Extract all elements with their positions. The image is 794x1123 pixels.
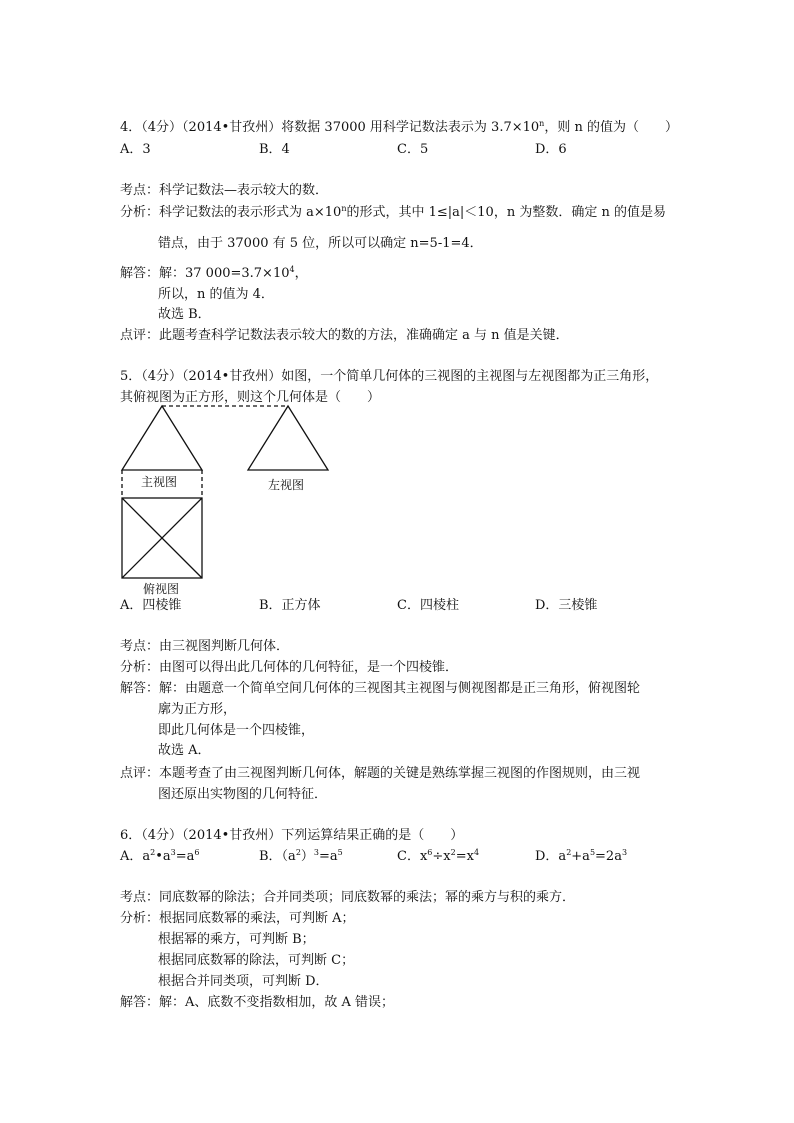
top-view-label: 俯视图 (143, 582, 180, 596)
q6-fenxi-line2: 根据幂的乘方，可判断 B； (158, 932, 315, 947)
q6-kaodian: 考点：同底数幂的除法；合并同类项；同底数幂的乘法；幂的乘方与积的乘方． (120, 890, 576, 905)
q4-fenxi-line1: 分析：科学记数法的表示形式为 $a\times 10^n$的形式，其中 1≤|a|＜10，n 为整数．确定 n 的值是易 (120, 204, 666, 220)
q5-option-b[interactable]: B．正方体 (259, 598, 321, 613)
q5-dianping-line2: 图还原出实物图的几何特征． (158, 787, 328, 802)
q5-kaodian: 考点：由三视图判断几何体． (120, 639, 290, 654)
q6-option-c[interactable]: C．$x^6\div x^2=x^4$ (397, 848, 480, 864)
q5-jieda-line2: 廓为正方形， (158, 702, 237, 717)
q4-option-c[interactable]: C．5 (397, 142, 429, 157)
front-view-label: 主视图 (141, 475, 178, 489)
q4-jieda-line1: 解答：解：37 $000=3.7\times 10^4$， (120, 265, 308, 281)
q5-option-a[interactable]: A．四棱锥 (120, 598, 182, 613)
q4-jieda-line3: 故选 B． (158, 307, 211, 322)
q5-jieda-line3: 即此几何体是一个四棱锥， (158, 723, 315, 738)
q4-stem: 4．（4分）（2014•甘孜州）将数据 37000 用科学记数法表示为 $3.7\times 10^n$，则 n 的值为（ ） (120, 119, 678, 135)
q4-fenxi-line2: 错点，由于 37000 有 5 位，所以可以确定 n=5-1=4． (158, 236, 483, 251)
q5-stem-line1: 5．（4分）（2014•甘孜州）如图，一个简单几何体的三视图的主视图与左视图都为正三角形， (120, 369, 659, 384)
q5-dianping-line1: 点评：本题考查了由三视图判断几何体，解题的关键是熟练掌握三视图的作图规则，由三视 (120, 766, 641, 781)
q6-fenxi-line1: 分析：根据同底数幂的乘法，可判断 A； (120, 911, 355, 926)
q6-option-a[interactable]: A．$a^2•a^3=a^6$ (120, 848, 200, 864)
q6-option-d[interactable]: D．$a^2+a^5=2a^3$ (535, 848, 628, 864)
q6-fenxi-line4: 根据合并同类项，可判断 D． (158, 974, 329, 989)
left-view-triangle (248, 406, 328, 470)
q6-option-b[interactable]: B．$(a^2)^3=a^5$ (259, 848, 343, 864)
q4-dianping: 点评：此题考查科学记数法表示较大的数的方法，准确确定 a 与 n 值是关键． (120, 328, 569, 343)
q5-jieda-line4: 故选 A． (158, 743, 211, 758)
q6-stem: 6．（4分）（2014•甘孜州）下列运算结果正确的是（ ） (120, 828, 464, 843)
q4-jieda-line2: 所以，n 的值为 4． (158, 287, 274, 302)
q5-option-d[interactable]: D．三棱锥 (535, 598, 598, 613)
left-view-label: 左视图 (268, 478, 305, 492)
q6-jieda-line1: 解答：解：A、底数不变指数相加，故 A 错误； (120, 995, 395, 1010)
q4-option-b[interactable]: B．4 (259, 142, 290, 157)
q4-kaodian: 考点：科学记数法—表示较大的数． (120, 183, 329, 198)
q4-option-a[interactable]: A．3 (120, 142, 151, 157)
q6-fenxi-line3: 根据同底数幂的除法，可判断 C； (158, 953, 355, 968)
q4-option-d[interactable]: D．6 (535, 142, 567, 157)
q5-stem-line2: 其俯视图为正方形，则这个几何体是（ ） (120, 390, 381, 405)
q5-fenxi: 分析：由图可以得出此几何体的几何特征，是一个四棱锥． (120, 660, 459, 675)
q5-option-c[interactable]: C．四棱柱 (397, 598, 459, 613)
q5-jieda-line1: 解答：解：由题意一个简单空间几何体的三视图其主视图与侧视图都是正三角形，俯视图轮 (120, 681, 641, 696)
front-view-triangle (122, 406, 202, 470)
